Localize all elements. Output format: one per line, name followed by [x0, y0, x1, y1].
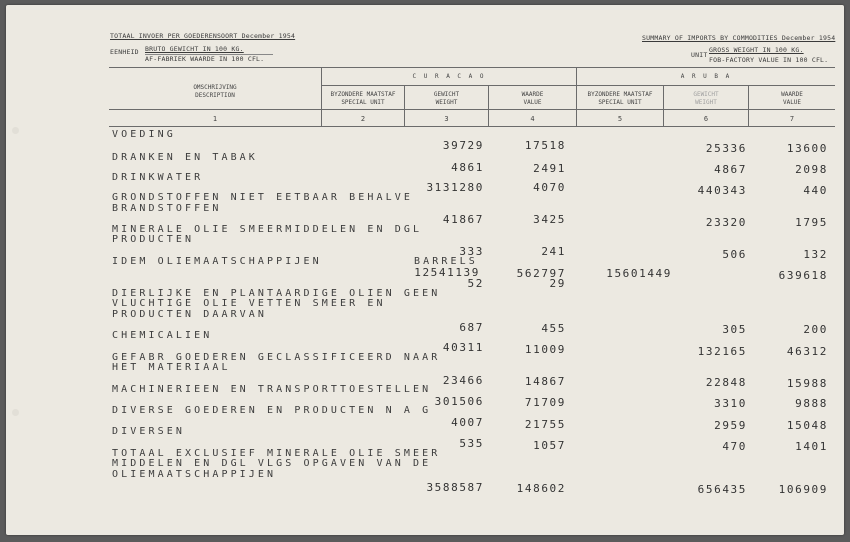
diversen-aruba-value: 1401: [795, 440, 828, 453]
unit-label: UNIT: [691, 51, 708, 59]
desc-header: OMSCHRIJVING DESCRIPTION: [193, 84, 237, 99]
chemicalien-aruba-weight: 132165: [697, 345, 747, 358]
chemicalien-aruba-value: 46312: [786, 345, 828, 358]
row-label-grondstoffen-2: BRANDSTOFFEN: [112, 203, 222, 214]
curacao-header: C U R A C A O: [412, 73, 486, 80]
title-english: SUMMARY OF IMPORTS BY COMMODITIES December 1954: [642, 34, 836, 42]
diversen-curacao-value: 1057: [533, 439, 566, 452]
dierlijke-curacao-weight: 687: [459, 321, 484, 334]
unit-line1: GROSS WEIGHT IN 100 KG.: [709, 46, 804, 54]
machinerie-curacao-weight: 301506: [434, 395, 484, 408]
curacao-weight-header: GEWICHT WEIGHT: [433, 91, 460, 106]
row-label-dranken: DRANKEN EN TABAK: [112, 152, 258, 163]
row-label-totaal-2: MIDDELEN EN DGL VLGS OPGAVEN VAN DE: [112, 458, 432, 469]
grondstoffen-aruba-value: 1795: [795, 216, 828, 229]
aruba-weight-header: GEWICHT WEIGHT: [693, 91, 719, 106]
chemicalien-curacao-value: 11009: [524, 343, 566, 356]
idem-curacao-value-2: 29: [549, 277, 566, 290]
row-label-chemicalien: CHEMICALIEN: [112, 330, 213, 341]
unit-line2: FOB-FACTORY VALUE IN 100 CFL.: [709, 56, 829, 64]
diverse-curacao-weight: 4007: [451, 416, 484, 429]
dierlijke-aruba-value: 200: [803, 323, 828, 336]
title-dutch: TOTAAL INVOER PER GOEDERENSOORT December 1954: [110, 32, 296, 40]
grondstoffen-curacao-value: 3425: [533, 213, 566, 226]
eenheid-divider: [145, 54, 273, 55]
minerale-aruba-value: 132: [803, 248, 828, 261]
totaal-aruba-value: 106909: [778, 483, 828, 496]
machinerie-aruba-weight: 3310: [714, 397, 747, 410]
col-number-1: 1: [212, 115, 218, 123]
voeding-aruba-weight: 25336: [705, 142, 747, 155]
document-page: [6, 5, 844, 535]
gefabr-aruba-value: 15988: [786, 377, 828, 390]
dranken-curacao-weight: 4861: [451, 161, 484, 174]
diversen-aruba-weight: 470: [722, 440, 747, 453]
idem-aruba-special-unit: 15601449: [606, 267, 672, 280]
row-label-idem: IDEM OLIEMAATSCHAPPIJEN: [112, 256, 322, 267]
drinkwater-aruba-value: 440: [803, 184, 828, 197]
aruba-special-unit-header: BYZONDERE MAATSTAF SPECIAL UNIT: [587, 91, 653, 106]
eenheid-line1: BRUTO GEWICHT IN 100 KG.: [145, 45, 244, 53]
dranken-aruba-value: 2098: [795, 163, 828, 176]
voeding-curacao-weight: 39729: [442, 139, 484, 152]
idem-curacao-weight-2: 52: [467, 277, 484, 290]
curacao-value-header: WAARDE VALUE: [521, 91, 544, 106]
col-number-7: 7: [789, 115, 795, 123]
aruba-value-header: WAARDE VALUE: [781, 91, 803, 106]
eenheid-line2: AF-FABRIEK WAARDE IN 100 CFL.: [145, 55, 265, 63]
row-label-gefabr-2: HET MATERIAAL: [112, 362, 231, 373]
diverse-aruba-weight: 2959: [714, 419, 747, 432]
diverse-aruba-value: 15048: [786, 419, 828, 432]
voeding-curacao-value: 17518: [524, 139, 566, 152]
row-label-gefabr: GEFABR GOEDEREN GECLASSIFICEERD NAAR: [112, 352, 441, 363]
idem-aruba-value: 639618: [778, 269, 828, 282]
row-label-dierlijke: DIERLIJKE EN PLANTAARDIGE OLIEN GEEN: [112, 288, 441, 299]
minerale-aruba-weight: 506: [722, 248, 747, 261]
minerale-curacao-weight: 333: [459, 245, 484, 258]
idem-curacao-value: 562797: [516, 267, 566, 280]
col-number-6: 6: [703, 115, 709, 123]
punch-hole: [12, 409, 19, 416]
gefabr-curacao-value: 14867: [524, 375, 566, 388]
drinkwater-curacao-value: 4070: [533, 181, 566, 194]
dranken-aruba-weight: 4867: [714, 163, 747, 176]
dierlijke-aruba-weight: 305: [722, 323, 747, 336]
machinerie-aruba-value: 9888: [795, 397, 828, 410]
row-label-voeding: VOEDING: [112, 129, 176, 140]
row-label-minerale: MINERALE OLIE SMEERMIDDELEN EN DGL: [112, 224, 423, 235]
header-rule: [109, 109, 835, 110]
punch-hole: [12, 127, 19, 134]
diverse-curacao-value: 21755: [524, 418, 566, 431]
minerale-curacao-value: 241: [541, 245, 566, 258]
col-number-3: 3: [444, 115, 449, 123]
aruba-header: A R U B A: [680, 73, 732, 80]
grondstoffen-curacao-weight: 41867: [442, 213, 484, 226]
col-number-2: 2: [360, 115, 366, 123]
idem-curacao-special-unit: 12541139: [414, 266, 480, 279]
row-label-minerale-2: PRODUCTEN: [112, 234, 195, 245]
row-label-diversen: DIVERSEN: [112, 426, 185, 437]
gefabr-curacao-weight: 23466: [442, 374, 484, 387]
table-top-rule: [109, 67, 835, 68]
machinerie-curacao-value: 71709: [524, 396, 566, 409]
row-label-dierlijke-3: PRODUCTEN DAARVAN: [112, 309, 268, 320]
col-number-5: 5: [617, 115, 623, 123]
dierlijke-curacao-value: 455: [541, 322, 566, 335]
country-rule: [322, 85, 835, 86]
gefabr-aruba-weight: 22848: [705, 376, 747, 389]
row-label-dierlijke-2: VLUCHTIGE OLIE VETTEN SMEER EN: [112, 298, 386, 309]
drinkwater-curacao-weight: 3131280: [426, 181, 484, 194]
row-label-diverse: DIVERSE GOEDEREN EN PRODUCTEN N A G: [112, 405, 432, 416]
row-label-drinkwater: DRINKWATER: [112, 172, 204, 183]
curacao-special-unit-header: BYZONDERE MAATSTAF SPECIAL UNIT: [330, 91, 396, 106]
row-label-totaal: TOTAAL EXCLUSIEF MINERALE OLIE SMEER: [112, 448, 441, 459]
row-label-totaal-3: OLIEMAATSCHAPPIJEN: [112, 469, 277, 480]
col-number-4: 4: [530, 115, 535, 123]
voeding-aruba-value: 13600: [786, 142, 828, 155]
totaal-curacao-weight: 3588587: [426, 481, 484, 494]
chemicalien-curacao-weight: 40311: [442, 341, 484, 354]
diversen-curacao-weight: 535: [459, 437, 484, 450]
row-label-barrels: BARRELS: [414, 256, 478, 267]
totaal-curacao-value: 148602: [516, 482, 566, 495]
row-label-grondstoffen: GRONDSTOFFEN NIET EETBAAR BEHALVE: [112, 192, 413, 203]
number-rule: [109, 126, 835, 127]
dranken-curacao-value: 2491: [533, 162, 566, 175]
totaal-aruba-weight: 656435: [697, 483, 747, 496]
drinkwater-aruba-weight: 440343: [697, 184, 747, 197]
eenheid-label: EENHEID: [110, 48, 139, 56]
grondstoffen-aruba-weight: 23320: [705, 216, 747, 229]
row-label-machinerie: MACHINERIEEN EN TRANSPORTTOESTELLEN: [112, 384, 432, 395]
